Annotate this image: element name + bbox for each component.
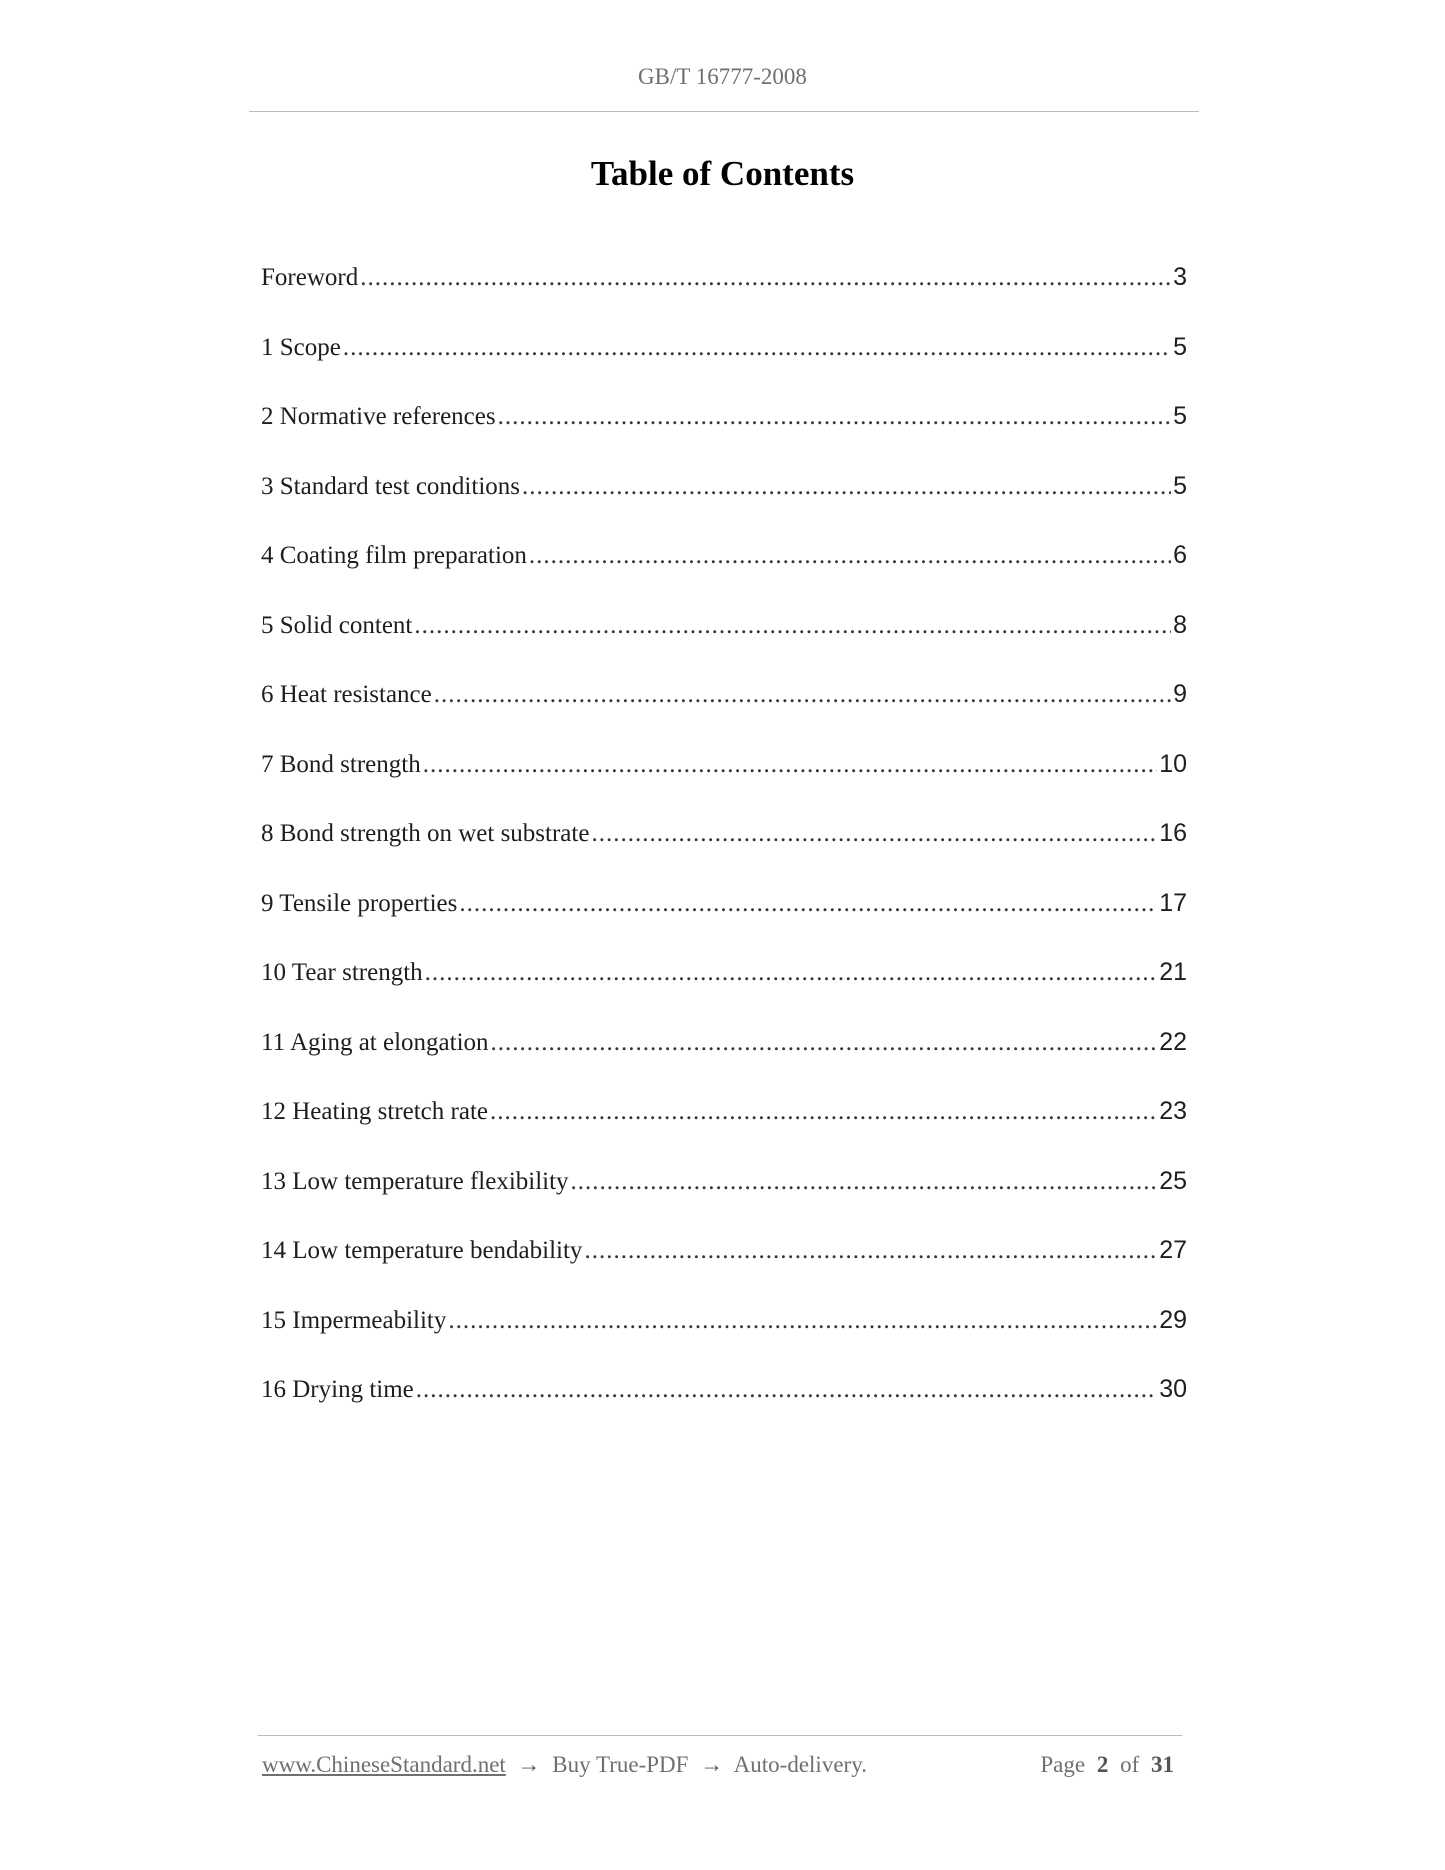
toc-dot-leader (448, 1307, 1157, 1335)
toc-entry-title: 5 Solid content (261, 611, 413, 639)
toc-entry-page-number: 3 (1173, 263, 1187, 291)
toc-dot-leader (360, 264, 1171, 292)
toc-dot-leader (343, 334, 1171, 362)
toc-entry[interactable] (261, 472, 1187, 542)
toc-entry-page-number: 25 (1159, 1166, 1187, 1195)
toc-dot-leader (584, 1237, 1157, 1265)
toc-entry-page-number: 17 (1159, 888, 1187, 917)
right-arrow-icon: → (700, 1752, 724, 1777)
total-page-count: 31 (1151, 1752, 1174, 1777)
toc-entry-title: 6 Heat resistance (261, 681, 432, 708)
toc-entry[interactable] (261, 1097, 1187, 1167)
toc-entry-title: 4 Coating film preparation (261, 542, 527, 569)
toc-entry[interactable] (261, 333, 1187, 403)
toc-dot-leader (425, 959, 1158, 987)
toc-entry-page-number: 30 (1159, 1375, 1187, 1403)
toc-entry-page-number: 16 (1159, 819, 1187, 847)
toc-entry-title: 9 Tensile properties (261, 889, 458, 917)
toc-dot-leader (491, 1029, 1158, 1057)
footer-promo (262, 1752, 867, 1778)
toc-entry-page-number: 8 (1173, 610, 1187, 639)
toc-entry[interactable] (261, 541, 1187, 611)
toc-entry-title: 7 Bond strength (261, 750, 421, 778)
toc-entry[interactable] (261, 680, 1187, 750)
toc-entry-title: 15 Impermeability (261, 1306, 447, 1334)
footer-divider (258, 1735, 1182, 1736)
buy-text: Buy True-PDF (552, 1752, 689, 1777)
toc-dot-leader (423, 751, 1157, 779)
toc-entry-page-number: 5 (1173, 332, 1187, 361)
toc-dot-leader (490, 1098, 1157, 1126)
toc-entry[interactable] (261, 750, 1187, 820)
toc-entry-page-number: 10 (1159, 749, 1187, 778)
toc-entry[interactable] (261, 263, 1187, 333)
toc-entry[interactable] (261, 1236, 1187, 1306)
toc-dot-leader (571, 1168, 1158, 1196)
toc-entry-page-number: 27 (1159, 1236, 1187, 1264)
toc-entry-title: 12 Heating stretch rate (261, 1098, 488, 1125)
toc-dot-leader (414, 612, 1171, 640)
toc-entry[interactable] (261, 1028, 1187, 1098)
toc-entry[interactable] (261, 402, 1187, 472)
toc-entry-title: 1 Scope (261, 333, 341, 361)
page-indicator (1040, 1752, 1180, 1778)
toc-entry-title: 2 Normative references (261, 403, 496, 430)
toc-entry-page-number: 5 (1173, 471, 1187, 500)
header-divider (249, 111, 1199, 112)
toc-entry[interactable] (261, 889, 1187, 959)
toc-entry-page-number: 29 (1159, 1305, 1187, 1334)
toc-dot-leader (591, 820, 1157, 848)
toc-dot-leader (416, 1376, 1157, 1404)
toc-entry[interactable] (261, 1306, 1187, 1376)
toc-dot-leader (529, 542, 1171, 570)
toc-entry[interactable] (261, 1375, 1187, 1445)
toc-entry-title: 16 Drying time (261, 1376, 414, 1403)
toc-entry-page-number: 21 (1159, 958, 1187, 986)
toc-entry[interactable] (261, 819, 1187, 889)
toc-dot-leader (459, 890, 1157, 918)
toc-entry-title: 3 Standard test conditions (261, 472, 520, 500)
toc-entry-page-number: 22 (1159, 1027, 1187, 1056)
toc-entry-title: 10 Tear strength (261, 959, 423, 986)
toc-entry-title: 11 Aging at elongation (261, 1028, 489, 1056)
toc-entry-title: Foreword (261, 264, 359, 291)
right-arrow-icon: → (517, 1752, 541, 1777)
toc-entry[interactable] (261, 958, 1187, 1028)
page-title: Table of Contents (590, 154, 855, 193)
toc-entry-title: 8 Bond strength on wet substrate (261, 820, 590, 847)
toc-dot-leader (498, 403, 1171, 431)
website-link[interactable]: www.ChineseStandard.net (262, 1752, 506, 1777)
page-word: Page (1040, 1752, 1086, 1777)
toc-entry-page-number: 6 (1173, 541, 1187, 569)
toc-entry-title: 14 Low temperature bendability (261, 1237, 583, 1264)
toc-dot-leader (434, 681, 1171, 709)
document-code: GB/T 16777-2008 (638, 64, 807, 89)
toc-dot-leader (522, 473, 1171, 501)
toc-entry[interactable] (261, 611, 1187, 681)
delivery-text: Auto-delivery. (733, 1752, 867, 1777)
of-word: of (1120, 1752, 1140, 1777)
toc-entry-page-number: 9 (1173, 680, 1187, 708)
toc-entry-title: 13 Low temperature flexibility (261, 1167, 569, 1195)
toc-entry-page-number: 5 (1173, 402, 1187, 430)
current-page-number: 2 (1096, 1752, 1109, 1777)
toc-entry[interactable] (261, 1167, 1187, 1237)
toc-entry-page-number: 23 (1159, 1097, 1187, 1125)
table-of-contents (261, 263, 1187, 1445)
